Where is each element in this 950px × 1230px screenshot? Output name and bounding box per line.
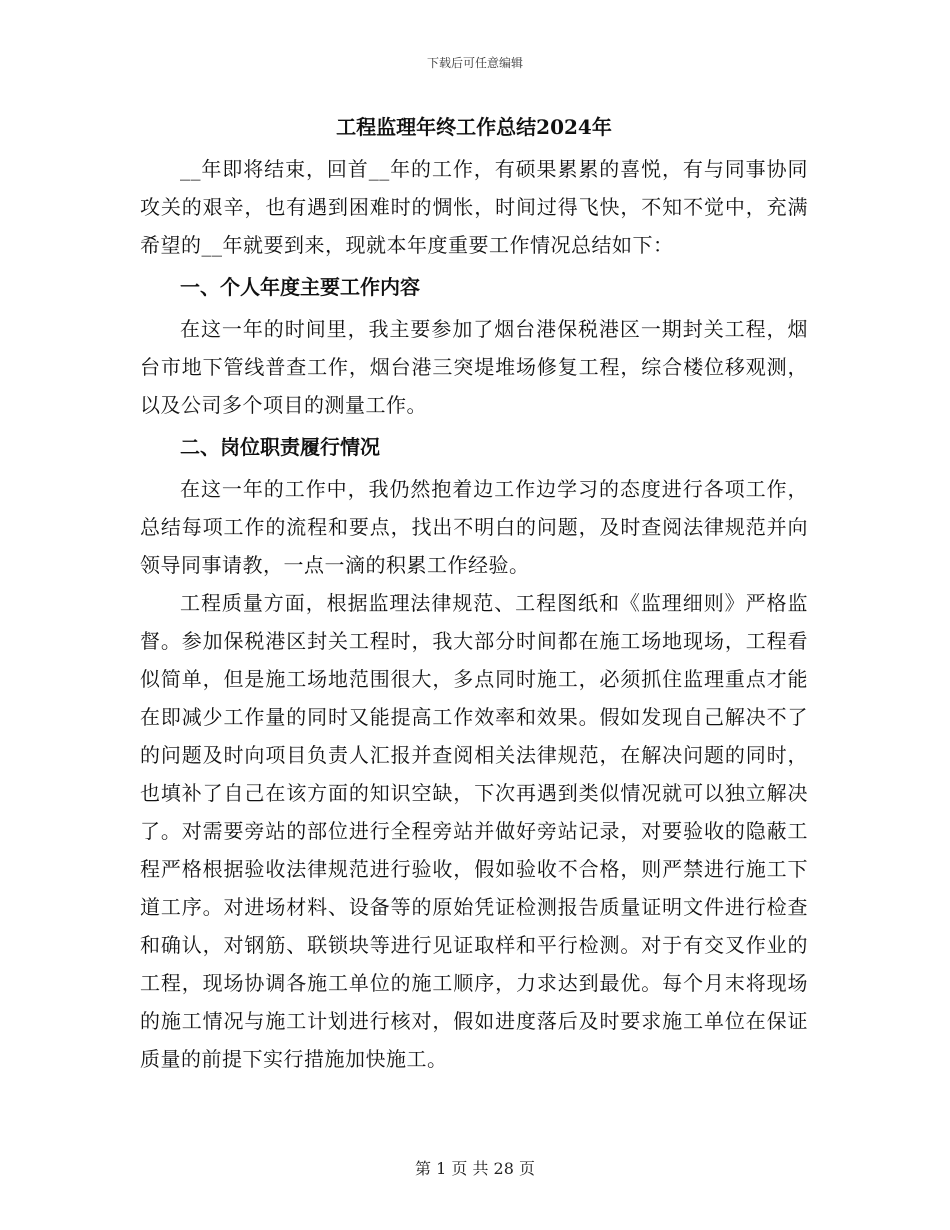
section-heading-1: 一、个人年度主要工作内容 — [180, 275, 420, 299]
document-body — [140, 110, 808, 1078]
document-title: 工程监理年终工作总结2024年 — [336, 115, 612, 139]
page-footer: 第 1 页 共 28 页 — [415, 1159, 535, 1178]
section-2-paragraph-2: 工程质量方面，根据监理法律规范、工程图纸和《监理细则》严格监督。参加保税港区封关工程时，我大部分时间都在施工场地现场，工程看似简单，但是施工场地范围很大，多点同时施工，必须抓住监理重点才能在即减少工作量的同时又能提高工作效率和效果。假如发现自己解决不了的问题及时向项目负责人汇报并查阅相关法律规范，在解决问题的同时，也填补了自己在该方面的知识空缺，下次再遇到类似情况就可以独立解决了。对需要旁站的部位进行全程旁站并做好旁站记录，对要验收的隐蔽工程严格根据验收法律规范进行验收，假如验收不合格，则严禁进行施工下道工序。对进场材料、设备等的原始凭证检测报告质量证明文件进行检查和确认，对钢筋、联锁块等进行见证取样和平行检测。对于有交叉作业的工程，现场协调各施工单位的施工顺序，力求达到最优。每个月末将现场的施工情况与施工计划进行核对，假如进度落后及时要求施工单位在保证质量的前提下实行措施加快施工。 — [140, 591, 808, 1071]
header-note: 下载后可任意编辑 — [426, 56, 523, 70]
section-2-paragraph-1: 在这一年的工作中，我仍然抱着边工作边学习的态度进行各项工作，总结每项工作的流程和要点，找出不明白的问题，及时查阅法律规范并向领导同事请教，一点一滴的积累工作经验。 — [140, 477, 808, 577]
intro-paragraph: __年即将结束，回首__年的工作，有硕果累累的喜悦，有与同事协同攻关的艰辛，也有遇到困难时的惆怅，时间过得飞快，不知不觉中，充满希望的__年就要到来，现就本年度重要工作情况总结如下： — [140, 157, 808, 257]
section-1-paragraph: 在这一年的时间里，我主要参加了烟台港保税港区一期封关工程，烟台市地下管线普查工作，烟台港三突堤堆场修复工程，综合楼位移观测，以及公司多个项目的测量工作。 — [140, 317, 808, 417]
section-heading-2: 二、岗位职责履行情况 — [180, 435, 380, 459]
